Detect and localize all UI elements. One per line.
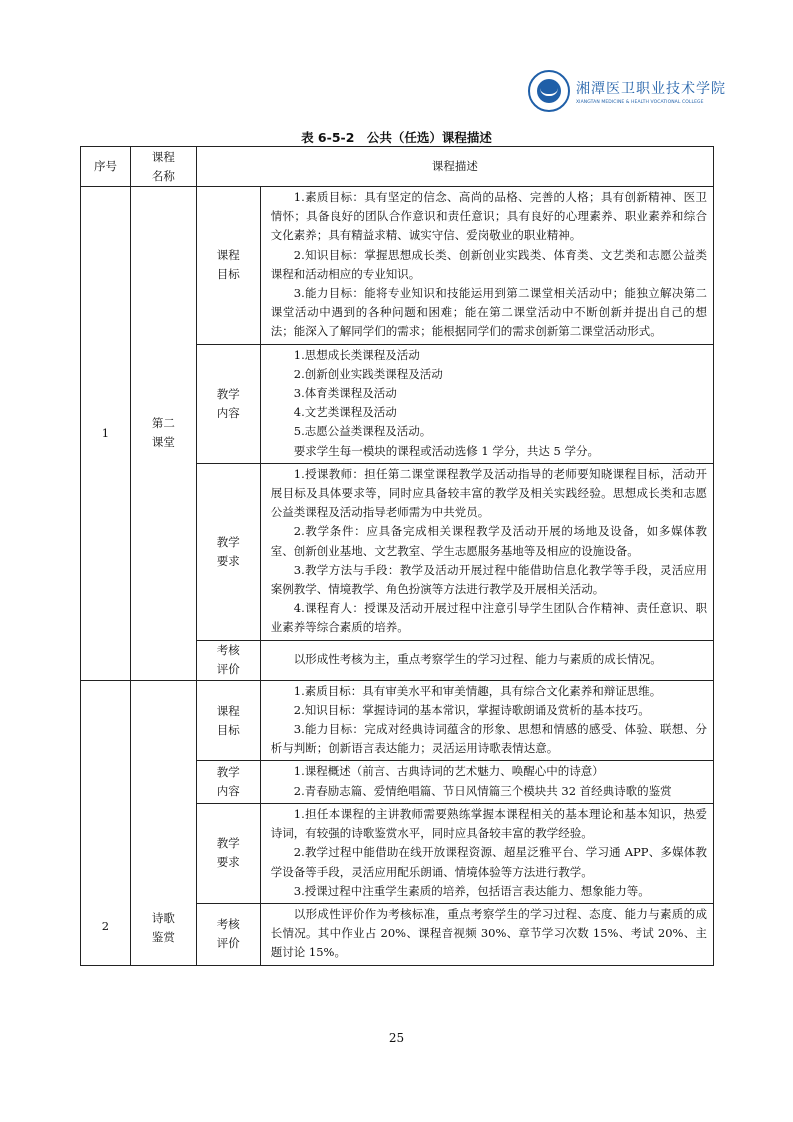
table-row bbox=[81, 680, 714, 761]
section-content: 1.担任本课程的主讲教师需要熟练掌握本课程相关的基本理论和基本知识，热爱诗词，有较强的诗歌鉴赏水平，同时应具备较丰富的教学经验。 2.教学过程中能借助在线开放课程资源、超星泛雅平台、学习通 APP、多媒体教学设备等手段，灵活应用配乐朗诵、情境体验等方法进行教学。 3.授课过程中注重学生素质的培养，包括语言表达能力、想象能力等。 bbox=[260, 803, 713, 903]
section-label: 教学内容 bbox=[196, 761, 260, 803]
course-name: 第二课堂 bbox=[130, 187, 196, 681]
section-content: 以形成性评价作为考核标准，重点考察学生的学习过程、态度、能力与素质的成长情况。其中作业占 20%、课程音视频 30%、章节学习次数 15%、考试 20%、主题讨论 15%。 bbox=[260, 903, 713, 965]
table-title: 表 6-5-2 公共（任选）课程描述 bbox=[301, 130, 492, 145]
section-content: 1.素质目标：具有坚定的信念、高尚的品格、完善的人格；具有创新精神、医卫情怀；具备良好的团队合作意识和责任意识；具有良好的心理素养、职业素养和综合文化素养；具有精益求精、诚实守信、爱岗敬业的职业精神。 2.知识目标：掌握思想成长类、创新创业实践类、体育类、文艺类和志愿公益类课程和活动相应的专业知识。 3.能力目标：能将专业知识和技能运用到第二课堂相关活动中；能独立解决第二课堂活动中遇到的各种问题和困难；能在第二课堂活动中不断创新并提出自己的想法；能深入了解同学们的需求；能根据同学们的需求创新第二课堂活动形式。 bbox=[260, 187, 713, 345]
section-label: 课程目标 bbox=[196, 187, 260, 345]
header-course-desc: 课程描述 bbox=[196, 147, 713, 187]
section-content: 1.素质目标：具有审美水平和审美情趣，具有综合文化素养和辩证思维。 2.知识目标：掌握诗词的基本常识，掌握诗歌朗诵及赏析的基本技巧。 3.能力目标：完成对经典诗词蕴含的形象、思想和情感的感受、体验、联想、分析与判断；创新语言表达能力；灵活运用诗歌表情达意。 bbox=[260, 680, 713, 761]
section-label: 教学内容 bbox=[196, 344, 260, 463]
course-no: 2 bbox=[81, 680, 131, 965]
section-label: 教学要求 bbox=[196, 463, 260, 640]
page-number: 25 bbox=[388, 1031, 405, 1045]
college-logo bbox=[528, 68, 728, 114]
college-name-en: XIANGTAN MEDICINE & HEALTH VOCATIONAL COLLEGE bbox=[576, 99, 704, 105]
section-label: 考核评价 bbox=[196, 903, 260, 965]
college-name-cn: 湘潭医卫职业技术学院 bbox=[576, 80, 726, 97]
section-label: 教学要求 bbox=[196, 803, 260, 903]
section-content: 以形成性考核为主，重点考察学生的学习过程、能力与素质的成长情况。 bbox=[260, 640, 713, 680]
header-course-name: 课程名称 bbox=[130, 147, 196, 187]
section-content: 1.思想成长类课程及活动 2.创新创业实践类课程及活动 3.体育类课程及活动 4.文艺类课程及活动 5.志愿公益类课程及活动。 要求学生每一模块的课程或活动选修 1 学分，共达 5 学分。 bbox=[260, 344, 713, 463]
section-content: 1.授课教师：担任第二课堂课程教学及活动指导的老师要知晓课程目标，活动开展目标及具体要求等，同时应具备较丰富的教学及相关实践经验。思想成长类和志愿公益类课程及活动指导老师需为中共党员。 2.教学条件：应具备完成相关课程教学及活动开展的场地及设备，如多媒体教室、创新创业基地、文艺教室、学生志愿服务基地等及相应的设施设备。 3.教学方法与手段：教学及活动开展过程中能借助信息化教学等手段，灵活应用案例教学、情境教学、角色扮演等方法进行教学及开展相关活动。 4.课程育人：授课及活动开展过程中注意引导学生团队合作精神、责任意识、职业素养等综合素质的培养。 bbox=[260, 463, 713, 640]
course-no: 1 bbox=[81, 187, 131, 681]
college-emblem-icon bbox=[528, 70, 570, 112]
table-header-row bbox=[81, 147, 714, 187]
header-no: 序号 bbox=[81, 147, 131, 187]
course-description-table bbox=[80, 146, 714, 966]
section-content: 1.课程概述（前言、古典诗词的艺术魅力、唤醒心中的诗意） 2.青春励志篇、爱情绝唱篇、节日风情篇三个模块共 32 首经典诗歌的鉴赏 bbox=[260, 761, 713, 803]
course-name: 诗歌鉴赏 bbox=[130, 680, 196, 965]
section-label: 考核评价 bbox=[196, 640, 260, 680]
table-row bbox=[81, 187, 714, 345]
section-label: 课程目标 bbox=[196, 680, 260, 761]
